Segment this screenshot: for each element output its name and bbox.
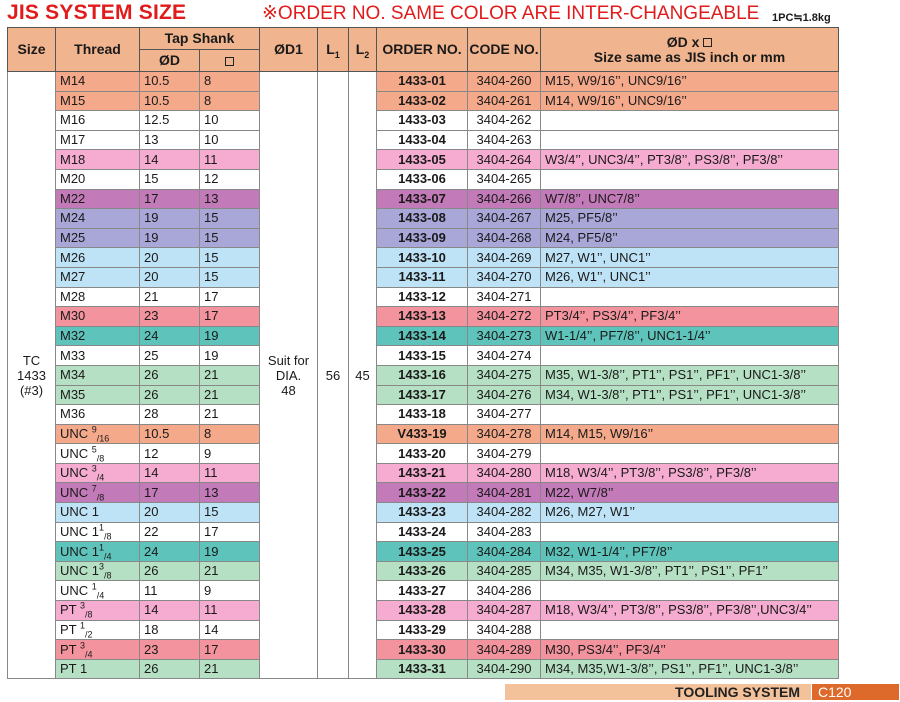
square-cell: 19 [200, 346, 260, 366]
table-row [8, 91, 839, 111]
thread-cell: M18 [56, 150, 140, 170]
l1-cell: 56 [318, 72, 349, 679]
same-size-cell: M34, W1-3/8’’, PT1’’, PS1’’, PF1’’, UNC1-3/8’’ [541, 385, 839, 405]
table-row [8, 346, 839, 366]
od-cell: 23 [140, 307, 200, 327]
header-od: ØD [140, 50, 200, 72]
header-size-same: ØD x Size same as JIS inch or mm [541, 28, 839, 72]
code-no-cell: 3404-274 [468, 346, 541, 366]
code-no-cell: 3404-286 [468, 581, 541, 601]
table-row [8, 405, 839, 425]
square-cell: 14 [200, 620, 260, 640]
order-no-cell: 1433-08 [377, 209, 468, 229]
thread-cell: UNC $^9_{/16}$ [56, 424, 140, 444]
od-cell: 12 [140, 444, 200, 464]
same-size-cell: M34, M35,W1-3/8’’, PS1’’, PF1’’, UNC1-3/8’’ [541, 659, 839, 679]
order-no-cell: 1433-20 [377, 444, 468, 464]
same-size-cell [541, 405, 839, 425]
same-size-cell: M22, W7/8’’ [541, 483, 839, 503]
order-no-cell: 1433-15 [377, 346, 468, 366]
thread-cell: UNC $^7_{/8}$ [56, 483, 140, 503]
order-no-cell: 1433-01 [377, 72, 468, 92]
thread-cell: M16 [56, 111, 140, 131]
table-row [8, 307, 839, 327]
square-cell: 17 [200, 640, 260, 660]
same-size-cell [541, 581, 839, 601]
same-size-cell [541, 111, 839, 131]
code-no-cell: 3404-264 [468, 150, 541, 170]
weight-note: 1PC≒1.8kg [772, 12, 831, 24]
order-no-cell: 1433-31 [377, 659, 468, 679]
od-cell: 14 [140, 150, 200, 170]
order-no-cell: 1433-16 [377, 365, 468, 385]
od1-text: Suit for [267, 352, 310, 368]
order-no-cell: 1433-17 [377, 385, 468, 405]
order-no-cell: 1433-26 [377, 561, 468, 581]
same-size-cell [541, 522, 839, 542]
order-no-cell: V433-19 [377, 424, 468, 444]
thread-cell: PT $^3_{/4}$ [56, 640, 140, 660]
same-size-cell: M32, W1-1/4’’, PF7/8’’ [541, 542, 839, 562]
table-row [8, 522, 839, 542]
size-text: (#3) [19, 382, 44, 398]
od-cell: 11 [140, 581, 200, 601]
od-cell: 20 [140, 267, 200, 287]
table-row [8, 111, 839, 131]
table-row [8, 542, 839, 562]
od-cell: 26 [140, 659, 200, 679]
od-cell: 25 [140, 346, 200, 366]
table-row [8, 659, 839, 679]
thread-cell: M36 [56, 405, 140, 425]
order-no-cell: 1433-05 [377, 150, 468, 170]
table-row [8, 385, 839, 405]
square-cell: 15 [200, 248, 260, 268]
square-cell: 10 [200, 111, 260, 131]
l2-cell: 45 [349, 72, 377, 679]
od-cell: 23 [140, 640, 200, 660]
footer-label: TOOLING SYSTEM [675, 684, 800, 700]
header-code-no: CODE NO. [468, 28, 541, 72]
code-no-cell: 3404-270 [468, 267, 541, 287]
table-row [8, 365, 839, 385]
same-size-cell: M35, W1-3/8’’, PT1’’, PS1’’, PF1’’, UNC1-3/8’’ [541, 365, 839, 385]
od-cell: 18 [140, 620, 200, 640]
square-cell: 8 [200, 91, 260, 111]
od-cell: 28 [140, 405, 200, 425]
code-no-cell: 3404-272 [468, 307, 541, 327]
order-no-cell: 1433-12 [377, 287, 468, 307]
code-no-cell: 3404-283 [468, 522, 541, 542]
table-row [8, 601, 839, 621]
order-no-cell: 1433-06 [377, 169, 468, 189]
table-row [8, 561, 839, 581]
same-size-cell: PT3/4’’, PS3/4’’, PF3/4’’ [541, 307, 839, 327]
code-no-cell: 3404-284 [468, 542, 541, 562]
order-no-cell: 1433-22 [377, 483, 468, 503]
square-cell: 21 [200, 405, 260, 425]
square-cell: 8 [200, 72, 260, 92]
thread-cell: M22 [56, 189, 140, 209]
square-cell: 13 [200, 483, 260, 503]
order-no-cell: 1433-02 [377, 91, 468, 111]
code-no-cell: 3404-276 [468, 385, 541, 405]
square-cell: 19 [200, 326, 260, 346]
same-size-cell: M34, M35, W1-3/8’’, PT1’’, PS1’’, PF1’’ [541, 561, 839, 581]
same-size-cell [541, 620, 839, 640]
table-row [8, 169, 839, 189]
header-l1: $L_1$ [318, 28, 349, 72]
thread-cell: PT 1 [56, 659, 140, 679]
size-text: TC [22, 352, 41, 368]
order-no-cell: 1433-27 [377, 581, 468, 601]
same-size-cell: M24, PF5/8’’ [541, 228, 839, 248]
table-row [8, 228, 839, 248]
order-no-cell: 1433-23 [377, 503, 468, 523]
code-no-cell: 3404-261 [468, 91, 541, 111]
code-no-cell: 3404-277 [468, 405, 541, 425]
od-cell: 26 [140, 561, 200, 581]
od-cell: 21 [140, 287, 200, 307]
order-no-cell: 1433-29 [377, 620, 468, 640]
od1-text: 48 [281, 382, 296, 398]
thread-cell: M15 [56, 91, 140, 111]
od-cell: 10.5 [140, 72, 200, 92]
order-no-cell: 1433-14 [377, 326, 468, 346]
table-row [8, 267, 839, 287]
od-cell: 14 [140, 601, 200, 621]
code-no-cell: 3404-263 [468, 130, 541, 150]
od-cell: 13 [140, 130, 200, 150]
table-row [8, 287, 839, 307]
code-no-cell: 3404-260 [468, 72, 541, 92]
od-cell: 17 [140, 483, 200, 503]
same-size-cell: W3/4’’, UNC3/4’’, PT3/8’’, PS3/8’’, PF3/8’’ [541, 150, 839, 170]
same-size-cell: M26, M27, W1’’ [541, 503, 839, 523]
header-thread: Thread [56, 28, 140, 72]
thread-cell: M34 [56, 365, 140, 385]
thread-cell: M27 [56, 267, 140, 287]
code-no-cell: 3404-273 [468, 326, 541, 346]
header-square [200, 50, 260, 72]
od-cell: 19 [140, 228, 200, 248]
square-cell: 9 [200, 581, 260, 601]
interchangeable-notice: ※ORDER NO. SAME COLOR ARE INTER-CHANGEABLE [262, 3, 760, 24]
thread-cell: UNC 1 [56, 503, 140, 523]
same-size-cell: M14, M15, W9/16’’ [541, 424, 839, 444]
square-cell: 19 [200, 542, 260, 562]
code-no-cell: 3404-288 [468, 620, 541, 640]
thread-cell: M28 [56, 287, 140, 307]
page-number: C120 [812, 684, 899, 700]
header-od1: ØD1 [260, 28, 318, 72]
table-row [8, 248, 839, 268]
od1-cell [260, 72, 318, 679]
square-cell: 21 [200, 561, 260, 581]
code-no-cell: 3404-267 [468, 209, 541, 229]
order-no-cell: 1433-10 [377, 248, 468, 268]
code-no-cell: 3404-268 [468, 228, 541, 248]
code-no-cell: 3404-271 [468, 287, 541, 307]
order-no-cell: 1433-07 [377, 189, 468, 209]
header-order-no: ORDER NO. [377, 28, 468, 72]
square-cell: 21 [200, 365, 260, 385]
thread-cell: M20 [56, 169, 140, 189]
od-cell: 17 [140, 189, 200, 209]
od-cell: 15 [140, 169, 200, 189]
od-cell: 26 [140, 385, 200, 405]
thread-cell: PT $^1_{/2}$ [56, 620, 140, 640]
header-size: Size [8, 28, 56, 72]
table-row [8, 463, 839, 483]
thread-cell: M30 [56, 307, 140, 327]
square-cell: 8 [200, 424, 260, 444]
header-tap-shank: Tap Shank [140, 28, 260, 50]
od-cell: 22 [140, 522, 200, 542]
od1-text: DIA. [275, 367, 302, 383]
code-no-cell: 3404-290 [468, 659, 541, 679]
od-cell: 24 [140, 326, 200, 346]
code-no-cell: 3404-278 [468, 424, 541, 444]
square-cell: 9 [200, 444, 260, 464]
order-no-cell: 1433-30 [377, 640, 468, 660]
table-row [8, 581, 839, 601]
square-cell: 17 [200, 287, 260, 307]
same-size-cell: M25, PF5/8’’ [541, 209, 839, 229]
thread-cell: UNC $^1_{/4}$ [56, 581, 140, 601]
code-no-cell: 3404-275 [468, 365, 541, 385]
od-cell: 19 [140, 209, 200, 229]
thread-cell: M26 [56, 248, 140, 268]
od-cell: 24 [140, 542, 200, 562]
order-no-cell: 1433-11 [377, 267, 468, 287]
table-row [8, 150, 839, 170]
thread-cell: UNC $^3_{/4}$ [56, 463, 140, 483]
same-size-cell [541, 169, 839, 189]
square-cell: 15 [200, 228, 260, 248]
table-row [8, 444, 839, 464]
table-row [8, 620, 839, 640]
same-size-cell: M14, W9/16’’, UNC9/16’’ [541, 91, 839, 111]
thread-cell: M17 [56, 130, 140, 150]
code-no-cell: 3404-265 [468, 169, 541, 189]
table-row [8, 189, 839, 209]
page-title: JIS SYSTEM SIZE [7, 1, 187, 24]
code-no-cell: 3404-280 [468, 463, 541, 483]
square-cell: 11 [200, 601, 260, 621]
size-cell [8, 72, 56, 679]
od-cell: 10.5 [140, 91, 200, 111]
same-size-cell: M26, W1’’, UNC1’’ [541, 267, 839, 287]
square-shank-icon [225, 57, 234, 66]
square-shank-icon [703, 38, 712, 47]
same-size-cell [541, 346, 839, 366]
thread-cell: UNC $1^1_{/8}$ [56, 522, 140, 542]
square-cell: 10 [200, 130, 260, 150]
square-cell: 17 [200, 307, 260, 327]
thread-cell: M24 [56, 209, 140, 229]
code-no-cell: 3404-289 [468, 640, 541, 660]
od-cell: 10.5 [140, 424, 200, 444]
same-size-cell: M27, W1’’, UNC1’’ [541, 248, 839, 268]
od-cell: 20 [140, 503, 200, 523]
order-no-cell: 1433-18 [377, 405, 468, 425]
header-l2: $L_2$ [349, 28, 377, 72]
code-no-cell: 3404-287 [468, 601, 541, 621]
code-no-cell: 3404-282 [468, 503, 541, 523]
thread-cell: M14 [56, 72, 140, 92]
order-no-cell: 1433-04 [377, 130, 468, 150]
square-cell: 21 [200, 385, 260, 405]
thread-cell: M32 [56, 326, 140, 346]
same-size-cell: M18, W3/4’’, PT3/8’’, PS3/8’’, PF3/8’’ [541, 463, 839, 483]
thread-cell: PT $^3_{/8}$ [56, 601, 140, 621]
square-cell: 15 [200, 267, 260, 287]
square-cell: 12 [200, 169, 260, 189]
od-cell: 20 [140, 248, 200, 268]
od-cell: 12.5 [140, 111, 200, 131]
order-no-cell: 1433-03 [377, 111, 468, 131]
size-text: 1433 [17, 367, 46, 383]
square-cell: 15 [200, 209, 260, 229]
same-size-cell: W7/8’’, UNC7/8’’ [541, 189, 839, 209]
code-no-cell: 3404-262 [468, 111, 541, 131]
square-cell: 21 [200, 659, 260, 679]
table-row [8, 209, 839, 229]
table-row [8, 483, 839, 503]
thread-cell: M35 [56, 385, 140, 405]
table-row [8, 130, 839, 150]
same-size-cell: M15, W9/16’’, UNC9/16’’ [541, 72, 839, 92]
same-size-cell [541, 130, 839, 150]
same-size-cell [541, 444, 839, 464]
thread-cell: M25 [56, 228, 140, 248]
code-no-cell: 3404-285 [468, 561, 541, 581]
square-cell: 15 [200, 503, 260, 523]
code-no-cell: 3404-281 [468, 483, 541, 503]
same-size-cell: W1-1/4’’, PF7/8’’, UNC1-1/4’’ [541, 326, 839, 346]
same-size-cell [541, 287, 839, 307]
table-row [8, 640, 839, 660]
same-size-cell: M18, W3/4’’, PT3/8’’, PS3/8’’, PF3/8’’,UNC3/4’’ [541, 601, 839, 621]
code-no-cell: 3404-269 [468, 248, 541, 268]
table-row [8, 326, 839, 346]
code-no-cell: 3404-266 [468, 189, 541, 209]
same-size-cell: M30, PS3/4’’, PF3/4’’ [541, 640, 839, 660]
table-row [8, 503, 839, 523]
order-no-cell: 1433-21 [377, 463, 468, 483]
od-cell: 26 [140, 365, 200, 385]
square-cell: 11 [200, 463, 260, 483]
square-cell: 13 [200, 189, 260, 209]
thread-cell: UNC $^5_{/8}$ [56, 444, 140, 464]
order-no-cell: 1433-25 [377, 542, 468, 562]
order-no-cell: 1433-24 [377, 522, 468, 542]
code-no-cell: 3404-279 [468, 444, 541, 464]
square-cell: 11 [200, 150, 260, 170]
thread-cell: UNC $1^1_{/4}$ [56, 542, 140, 562]
table-row [8, 72, 839, 92]
thread-cell: M33 [56, 346, 140, 366]
table-row [8, 424, 839, 444]
square-cell: 17 [200, 522, 260, 542]
order-no-cell: 1433-28 [377, 601, 468, 621]
thread-cell: UNC $1^3_{/8}$ [56, 561, 140, 581]
od-cell: 14 [140, 463, 200, 483]
order-no-cell: 1433-13 [377, 307, 468, 327]
order-no-cell: 1433-09 [377, 228, 468, 248]
spec-table [7, 27, 839, 679]
